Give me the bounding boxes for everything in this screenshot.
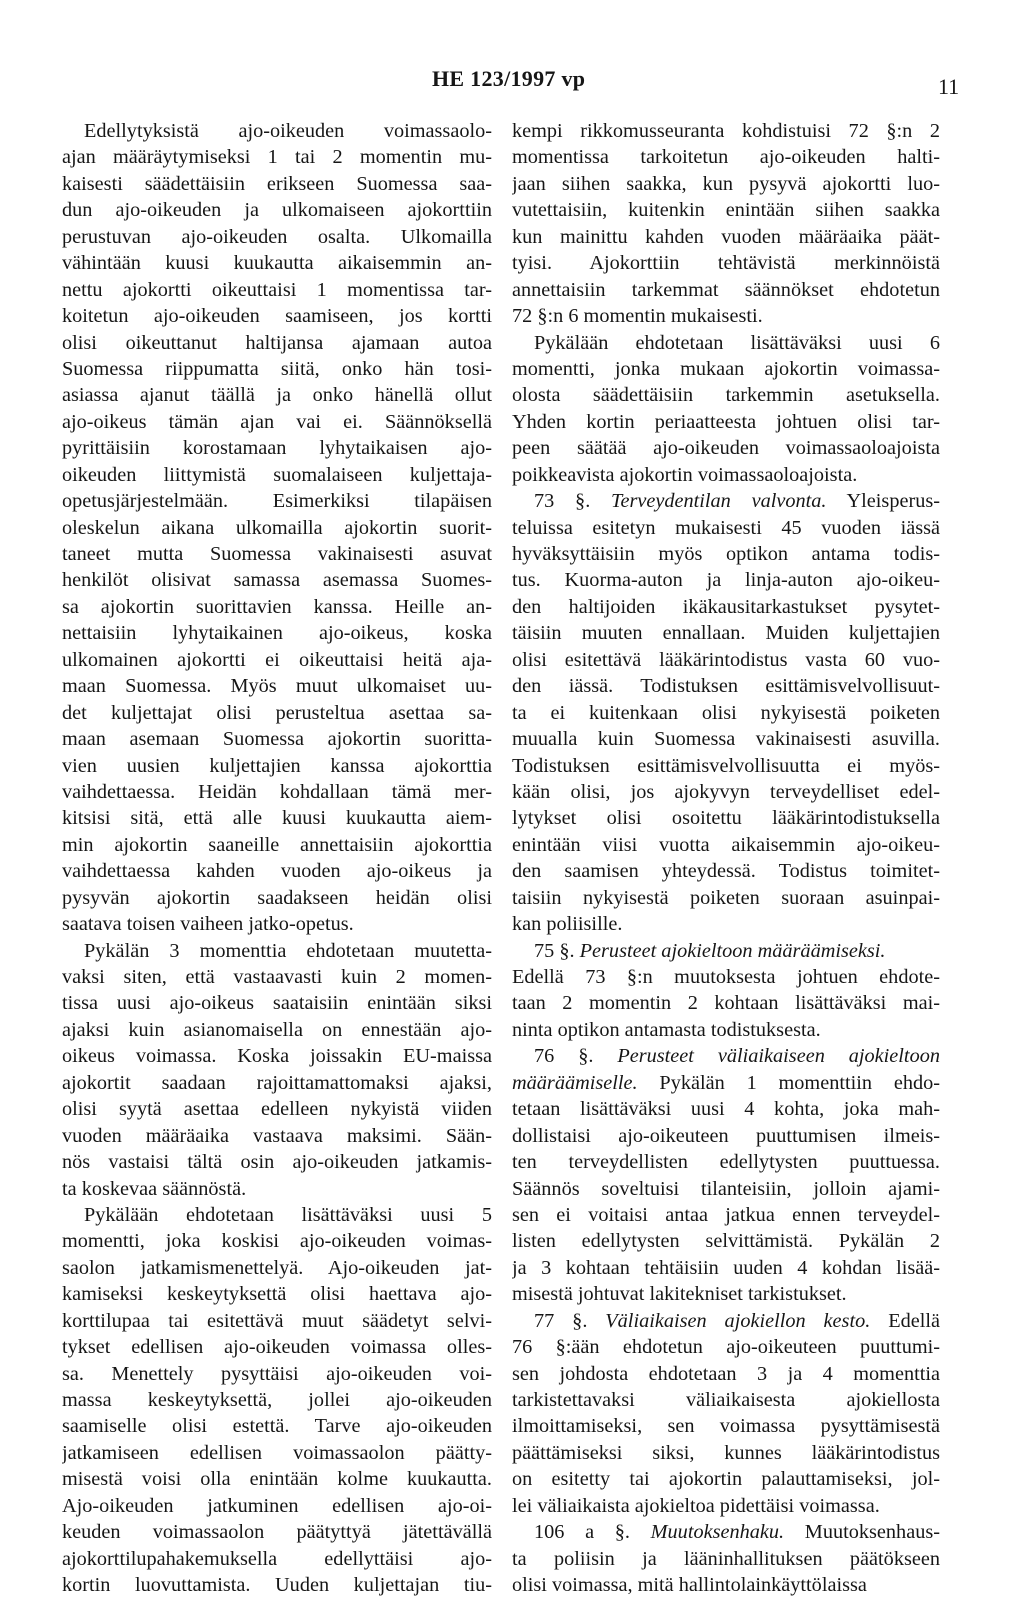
section-title: Muutoksenhaku.: [650, 1521, 785, 1544]
text-line: ja 3 kohtaan tehtäisiin uuden 4 kohdan lisää-: [512, 1256, 940, 1279]
text-line: sa. Menettely pysyttäisi ajo-oikeuden voi-: [62, 1362, 492, 1385]
text-line: tus. Kuorma-auton ja linja-auton ajo-oikeu-: [512, 569, 940, 592]
text-line: hyväksyttäisiin myös optikon antama todis-: [512, 543, 940, 565]
text-line: kun mainittu kahden vuoden määräaika päät-: [512, 225, 940, 248]
text-line: Yhden kortin periaatteesta johtuen olisi tar-: [512, 410, 940, 433]
text-line: olisi esitettävä lääkärintodistus vasta 60 vuo-: [512, 648, 940, 671]
text-line: henkilöt olisivat samassa asemassa Suomes-: [62, 569, 492, 592]
text-line: vaihdettaessa. Heidän kohdallaan tämä mer-: [62, 780, 492, 803]
text-line: 72 §:n 6 momentin mukaisesti.: [512, 305, 763, 328]
text-line: kaisesti säädettäisiin erikseen Suomessa saa-: [62, 172, 492, 195]
page-header: [0, 66, 1024, 102]
document-identifier: HE 123/1997 vp: [432, 66, 586, 91]
text-line: taisiin nykyisestä poiketen suoraan asuinpai-: [512, 886, 940, 909]
section-title: Väliaikaisen ajokiellon kesto.: [605, 1309, 871, 1332]
text-line: 76 §. Perusteet väliaikaiseen ajokieltoon: [534, 1045, 940, 1068]
text-line: dollistaisi ajo-oikeuteen puuttumisen ilmeis-: [512, 1124, 940, 1147]
section-title: Terveydentilan valvonta.: [611, 490, 827, 513]
text-line: on esitetty tai ajokortin palauttamiseksi, jol-: [512, 1468, 940, 1491]
text-line: momentissa tarkoitetun ajo-oikeuden halti-: [512, 146, 940, 169]
text-line: det kuljettajat olisi perusteltua asettaa sa-: [62, 701, 492, 724]
text-line: saatava toisen vaiheen jatko-opetus.: [62, 913, 354, 936]
text-line: vähintään kuusi kuukautta aikaisemmin an-: [62, 252, 492, 275]
text-line: ta koskevaa säännöstä.: [62, 1177, 247, 1200]
text-line: ajaksi kuin asianomaisella on ennestään ajo-: [62, 1018, 492, 1041]
text-line: tyisi. Ajokorttiin tehtävistä merkinnöistä: [512, 252, 940, 275]
text-line: Pykälään ehdotetaan lisättäväksi uusi 6: [534, 331, 940, 354]
text-line: massa keskeytyksettä, jollei ajo-oikeuden: [62, 1389, 492, 1411]
section-title: Perusteet väliaikaiseen ajokieltoon: [617, 1045, 940, 1068]
text-line: saolon jatkamismenettelyä. Ajo-oikeuden jat-: [62, 1256, 492, 1279]
text-line: opetusjärjestelmään. Esimerkiksi tilapäisen: [62, 490, 492, 513]
text-line: ten terveydellisten edellytysten puuttuessa.: [512, 1151, 940, 1174]
text-line: sen ei voitaisi antaa jatkua ennen terveydel-: [512, 1203, 940, 1226]
text-line: vaksi siten, että vastaavasti kuin 2 momen-: [62, 966, 492, 988]
text-line: oleskelun aikana ulkomailla ajokortin suorit-: [62, 516, 492, 539]
text-line: Ajo-oikeuden jatkuminen edellisen ajo-oi-: [62, 1494, 492, 1517]
text-line: päättämiseksi siksi, kunnes lääkärintodistus: [512, 1441, 940, 1464]
text-line: saamiselle olisi estettä. Tarve ajo-oikeuden: [62, 1415, 492, 1438]
text-line: taneet mutta Suomessa vakinaisesti asuvat: [62, 543, 492, 565]
text-line: Pykälän 3 momenttia ehdotetaan muutetta-: [84, 939, 492, 962]
text-line: peen säätää ajo-oikeuden voimassaoloajoista: [512, 437, 940, 460]
section-title: Perusteet ajokieltoon määräämiseksi.: [579, 939, 886, 962]
page-number: 11: [938, 74, 960, 99]
text-line: vien uusien kuljettajien kanssa ajokorttia: [62, 754, 492, 777]
text-line: kortin luovuttamista. Uuden kuljettajan tiu-: [62, 1574, 492, 1597]
text-line: Pykälään ehdotetaan lisättäväksi uusi 5: [84, 1203, 492, 1226]
text-line: den haltijoiden ikäkausitarkastukset pysytet-: [512, 595, 940, 618]
text-line: vaihdettaessa kahden vuoden ajo-oikeus ja: [62, 860, 492, 883]
text-line: olisi voimassa, mitä hallintolainkäyttölaissa: [512, 1574, 867, 1597]
text-line: koitetun ajo-oikeuden saamiseen, jos kortti: [62, 305, 492, 328]
text-line: misestä voisi olla enintään kolme kuukautta.: [62, 1468, 492, 1491]
text-line: taan 2 momentin 2 kohtaan lisättäväksi mai-: [512, 992, 940, 1015]
text-line: 76 §:ään ehdotetun ajo-oikeuteen puuttumi-: [512, 1336, 940, 1359]
text-line: nettu ajokortti oikeuttaisi 1 momentissa tar-: [62, 278, 492, 301]
text-line: jatkamiseen edellisen voimassaolon päätty-: [62, 1441, 492, 1464]
text-line: ajokorttilupahakemuksella edellyttäisi ajo-: [62, 1547, 492, 1570]
text-line: kamiseksi keskeytyksettä olisi haettava ajo-: [62, 1283, 492, 1306]
section-title: määräämiselle.: [512, 1071, 638, 1094]
text-line: tissa uusi ajo-oikeus saataisiin enintään siksi: [62, 992, 492, 1015]
text-line: maan Suomessa. Myös muut ulkomaiset uu-: [62, 675, 492, 698]
text-line: momentti, jonka mukaan ajokortin voimassa-: [512, 357, 940, 380]
text-line: Suomessa riippumatta siitä, onko hän tosi-: [62, 357, 492, 380]
text-line: enintään viisi vuotta aikaisemmin ajo-oikeu-: [512, 833, 940, 856]
text-line: kitsisi sitä, että alle kuusi kuukautta aiem-: [62, 807, 492, 830]
text-line: Todistuksen esittämisvelvollisuutta ei myös-: [512, 754, 940, 777]
left-text-column: [62, 118, 492, 1599]
text-line: Edellytyksistä ajo-oikeuden voimassaolo-: [84, 120, 492, 142]
text-line: olisi syytä asettaa edelleen nykyistä viiden: [62, 1098, 492, 1121]
text-line: ta poliisin ja lääninhallituksen päätökseen: [512, 1547, 940, 1570]
text-line: den saamisen yhteydessä. Todistus toimitet-: [512, 860, 940, 883]
text-line: tykset edellisen ajo-oikeuden voimassa olles-: [62, 1336, 492, 1359]
text-line: teluissa esitetyn mukaisesti 45 vuoden iässä: [512, 516, 940, 539]
text-line: lei väliaikaista ajokieltoa pidettäisi voimassa.: [512, 1494, 880, 1517]
text-line: kan poliisille.: [512, 913, 623, 936]
text-line: Edellä 73 §:n muutoksesta johtuen ehdote-: [512, 966, 940, 988]
text-line: sen johdosta ehdotetaan 3 ja 4 momenttia: [512, 1362, 940, 1385]
text-line: nettaisiin lyhytaikainen ajo-oikeus, koska: [62, 622, 492, 645]
text-line: kempi rikkomusseuranta kohdistuisi 72 §:n 2: [512, 120, 940, 142]
text-line: korttilupaa tai esitettävä muut säädetyt selvi-: [62, 1309, 492, 1332]
text-line: min ajokortin saaneille annettaisiin ajokorttia: [62, 833, 492, 856]
text-line: asiassa ajanut täällä ja onko hänellä ollut: [62, 384, 492, 407]
text-line: 77 §. Väliaikaisen ajokiellon kesto. Edellä: [534, 1309, 940, 1332]
text-line: oikeus voimassa. Koska joissakin EU-maissa: [62, 1045, 492, 1068]
text-line: nös vastaisi tältä osin ajo-oikeuden jatkamis-: [62, 1151, 492, 1174]
text-line: sa ajokortin suorittavien kanssa. Heille an-: [62, 595, 492, 618]
text-line: ninta optikon antamasta todistuksesta.: [512, 1018, 821, 1041]
text-line: ajokortit saadaan rajoittamattomaksi ajaksi,: [62, 1071, 492, 1094]
text-line: momentti, joka koskisi ajo-oikeuden voimas-: [62, 1230, 492, 1253]
text-line: pysyvän ajokortin saadakseen heidän olisi: [62, 886, 492, 909]
text-line: olisi oikeuttanut haltijansa ajamaan autoa: [62, 331, 492, 354]
text-line: kään olisi, jos ajokyvyn terveydelliset edel-: [512, 780, 940, 803]
text-line: Säännös soveltuisi tilanteisiin, jolloin ajami-: [512, 1177, 940, 1200]
text-line: lytykset olisi osoitettu lääkärintodistuksella: [512, 807, 940, 830]
right-text-column: [512, 118, 940, 1599]
text-line: ta ei kuitenkaan olisi nykyisestä poiketen: [512, 701, 940, 724]
text-line: tetaan lisättäväksi uusi 4 kohta, joka mah-: [512, 1098, 940, 1121]
text-line: määräämiselle. Pykälän 1 momenttiin ehdo-: [512, 1071, 940, 1094]
text-line: 75 §. Perusteet ajokieltoon määräämiseksi.: [534, 939, 886, 962]
text-line: jaan siihen saakka, kun pysyvä ajokortti luo-: [512, 172, 940, 195]
text-line: pyrittäisiin korostamaan lyhytaikaisen ajo-: [62, 437, 492, 460]
text-line: tarkistettavaksi väliaikaisesta ajokiellosta: [512, 1389, 940, 1411]
text-line: poikkeavista ajokortin voimassaoloajoista.: [512, 463, 858, 486]
text-line: ilmoittamiseksi, sen voimassa pysyttämisestä: [512, 1415, 940, 1438]
text-line: ajo-oikeus tämän ajan vai ei. Säännöksellä: [62, 410, 492, 433]
text-line: keuden voimassaolon päätyttyä jätettävällä: [62, 1521, 492, 1544]
text-line: oikeuden liittymistä suomalaiseen kuljettaja-: [62, 463, 492, 486]
text-line: 73 §. Terveydentilan valvonta. Yleisperus-: [534, 490, 940, 513]
text-line: dun ajo-oikeuden ja ulkomaiseen ajokorttiin: [62, 199, 492, 222]
text-line: ajan määräytymiseksi 1 tai 2 momentin mu-: [62, 146, 492, 169]
text-line: maan asemaan Suomessa ajokortin suoritta-: [62, 728, 492, 751]
text-line: vutettaisiin, kuitenkin enintään siihen saakka: [512, 199, 940, 222]
text-line: den iässä. Todistuksen esittämisvelvollisuut-: [512, 675, 940, 698]
text-line: misestä johtuvat lakitekniset tarkistukset.: [512, 1283, 847, 1306]
text-line: listen edellytysten selvittämistä. Pykälän 2: [512, 1230, 940, 1253]
text-line: täisiin muuten ennallaan. Muiden kuljettajien: [512, 622, 940, 645]
text-line: annettaisiin tarkemmat säännökset ehdotetun: [512, 278, 940, 301]
text-line: 106 a §. Muutoksenhaku. Muutoksenhaus-: [534, 1521, 940, 1544]
text-line: muualla kuin Suomessa vakinaisesti asuvilla.: [512, 728, 940, 751]
text-line: ulkomainen ajokortti ei oikeuttaisi heitä aja-: [62, 648, 492, 671]
text-line: vuoden määräaika vastaava maksimi. Sään-: [62, 1124, 492, 1147]
text-line: perustuvan ajo-oikeuden osalta. Ulkomailla: [62, 225, 492, 248]
text-line: olosta säädettäisiin tarkemmin asetuksella.: [512, 384, 940, 407]
